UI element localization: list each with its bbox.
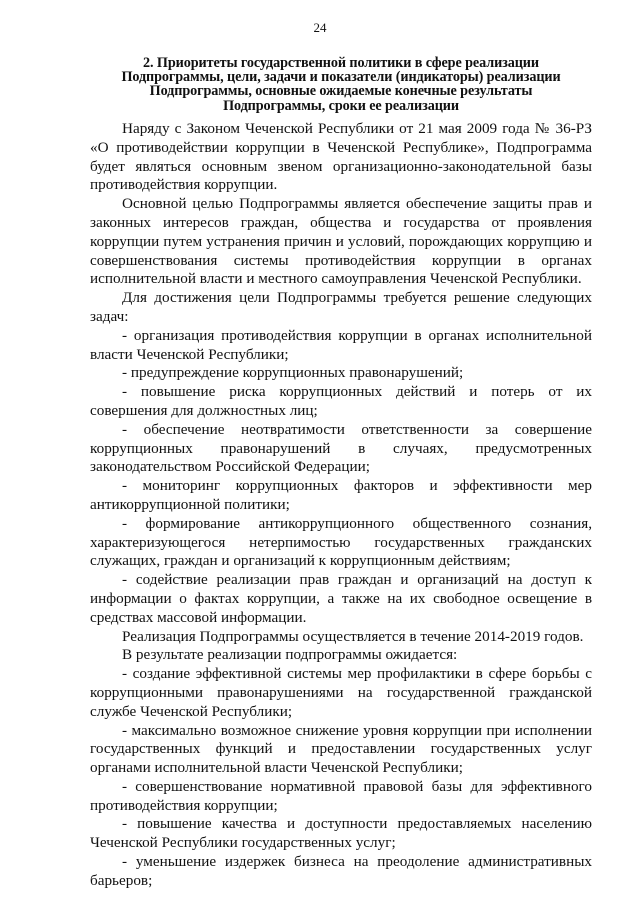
paragraph-tasks-intro: Для достижения цели Подпрограммы требуется решение следующих задач: <box>90 289 592 325</box>
heading-line-4: Подпрограммы, сроки ее реализации <box>223 97 459 114</box>
result-item: - повышение качества и доступности предоставляемых населению Чеченской Республики государственных услуг; <box>90 815 592 852</box>
task-item: - предупреждение коррупционных правонарушений; <box>122 364 464 382</box>
heading-line-1: 2. Приоритеты государственной политики в сфере реализации <box>143 55 539 71</box>
task-item: - мониторинг коррупционных факторов и эффективности мер антикоррупционной политики; <box>90 477 592 513</box>
paragraph-law-reference: Наряду с Законом Чеченской Республики от 21 мая 2009 года № 36-РЗ «О противодействии коррупции в Чеченской Республике», Подпрограмма будет являться основным звеном организационно-законодательной базы противодействия коррупции. <box>90 120 592 194</box>
heading-line-2: Подпрограммы, цели, задачи и показатели (индикаторы) реализации <box>121 69 561 86</box>
page-number: 24 <box>313 20 327 35</box>
task-item: - формирование антикоррупционного общественного сознания, характеризующегося нетерпимостью государственных гражданских служащих, граждан и организаций к коррупционным действиям; <box>90 514 592 570</box>
heading-line-3: Подпрограммы, основные ожидаемые конечные результаты <box>149 83 533 100</box>
document-body <box>90 120 592 891</box>
section-heading <box>100 56 582 113</box>
task-item: - организация противодействия коррупции в органах исполнительной власти Чеченской Республики; <box>90 326 592 363</box>
result-item: - уменьшение издержек бизнеса на преодоление административных барьеров; <box>90 853 592 889</box>
paragraph-timeframe: Реализация Подпрограммы осуществляется в течение 2014-2019 годов. <box>122 627 584 645</box>
paragraph-results-intro: В результате реализации подпрограммы ожидается: <box>122 646 458 664</box>
paragraph-main-goal: Основной целью Подпрограммы является обеспечение защиты прав и законных интересов граждан, общества и государства от проявления коррупции путем устранения причин и условий, порождающих коррупцию и совершенствования системы противодействия коррупции в органах исполнительной власти и местного самоуправления Чеченской Республики. <box>90 195 592 288</box>
result-item: - максимально возможное снижение уровня коррупции при исполнении государственных функций и предоставлении государственных услуг органами исполнительной власти Чеченской Республики; <box>90 721 592 777</box>
task-item: - обеспечение неотвратимости ответственности за совершение коррупционных правонарушений в случаях, предусмотренных законодательством Российской Федерации; <box>90 420 592 476</box>
task-item: - содействие реализации прав граждан и организаций на доступ к информации о фактах коррупции, а также на их свободное освещение в средствах массовой информации. <box>90 571 592 626</box>
result-item: - создание эффективной системы мер профилактики в сфере борьбы с коррупционными правонарушениями на государственной гражданской службе Чеченской Республики; <box>90 665 592 720</box>
task-item: - повышение риска коррупционных действий и потерь от их совершения для должностных лиц; <box>90 383 592 419</box>
result-item: - совершенствование нормативной правовой базы для эффективного противодействия коррупции; <box>90 777 592 814</box>
